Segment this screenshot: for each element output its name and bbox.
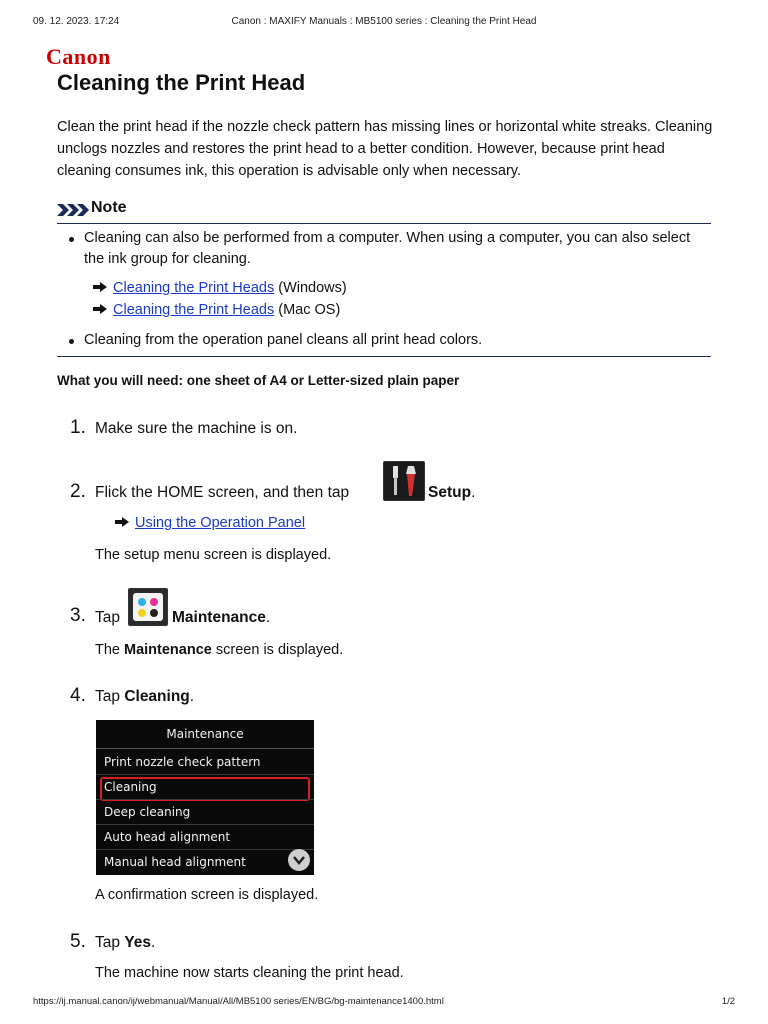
tools-icon <box>384 462 424 500</box>
bullet-icon <box>69 339 74 344</box>
requirements-text: What you will need: one sheet of A4 or Letter-sized plain paper <box>57 373 460 388</box>
step-3-result-post: screen is displayed. <box>211 642 344 658</box>
menu-item-cleaning[interactable]: Cleaning <box>104 780 157 794</box>
step-4-number: 4. <box>70 685 86 706</box>
step-2-link-row <box>115 515 305 531</box>
note-body <box>57 226 711 357</box>
maintenance-screen <box>96 720 314 875</box>
step-2-result: The setup menu screen is displayed. <box>95 547 332 563</box>
step-5-text-pre: Tap <box>95 934 125 951</box>
step-4-text-pre: Tap <box>95 688 125 705</box>
print-footer <box>33 996 735 1010</box>
print-date: 09. 12. 2023. 17:24 <box>33 16 120 27</box>
cleaning-label: Cleaning <box>124 688 190 705</box>
menu-item-deep-cleaning[interactable]: Deep cleaning <box>104 805 191 819</box>
maintenance-label: Maintenance <box>172 609 266 626</box>
note-link-row-windows <box>93 278 347 299</box>
menu-item-print-nozzle-check[interactable]: Print nozzle check pattern <box>104 755 261 769</box>
note-title: Note <box>91 199 127 216</box>
link-using-operation-panel[interactable]: Using the Operation Panel <box>135 515 306 531</box>
menu-item-manual-head-alignment[interactable]: Manual head alignment <box>104 855 246 869</box>
step-2-period: . <box>471 484 476 501</box>
setup-icon <box>383 461 425 501</box>
link-cleaning-print-heads-windows[interactable]: Cleaning the Print Heads <box>113 280 275 296</box>
step-2-text-pre: Flick the HOME screen, and then tap <box>95 484 350 501</box>
setup-label: Setup <box>428 484 472 501</box>
maintenance-icon <box>128 588 168 626</box>
step-5-result: The machine now starts cleaning the print head. <box>95 965 404 981</box>
page-number: 1/2 <box>721 996 735 1007</box>
arrow-right-icon <box>115 517 129 527</box>
link-suffix-mac: (Mac OS) <box>274 302 341 318</box>
print-header <box>33 16 735 30</box>
note-chevrons-icon <box>57 204 89 216</box>
step-2-bold <box>428 484 475 502</box>
ink-drops-icon <box>129 589 167 625</box>
step-4-result: A confirmation screen is displayed. <box>95 887 319 903</box>
step-2-text <box>95 484 349 502</box>
note-bullet-panel: Cleaning from the operation panel cleans all print head colors. <box>84 332 483 348</box>
page-title: Cleaning the Print Head <box>57 70 306 95</box>
step-3-number: 3. <box>70 605 86 626</box>
step-5-period: . <box>151 934 156 951</box>
step-1-text: Make sure the machine is on. <box>95 420 298 437</box>
chevron-down-icon <box>288 849 310 871</box>
step-3-result <box>95 642 343 658</box>
step-2-number: 2. <box>70 481 86 502</box>
step-3-result-pre: The <box>95 642 125 658</box>
yes-label: Yes <box>124 934 152 951</box>
link-suffix-windows: (Windows) <box>274 280 347 296</box>
screen-title: Maintenance <box>96 720 314 749</box>
arrow-right-icon <box>93 304 107 314</box>
bullet-icon <box>69 237 74 242</box>
scroll-down-button[interactable] <box>288 849 310 871</box>
step-3-period: . <box>265 609 271 626</box>
note-link-row-mac <box>93 300 340 321</box>
step-4-text <box>95 688 194 706</box>
intro-paragraph: Clean the print head if the nozzle check pattern has missing lines or horizontal white streaks. Cleaning unclogs nozzles and restores the print head to a better condition. However, because print head cleaning consumes ink, this operation is advisable only when necessary. <box>57 119 713 179</box>
note-bullet-computer: Cleaning can also be performed from a computer. When using a computer, you can also select the ink group for cleaning. <box>84 230 691 267</box>
step-5-text <box>95 934 155 952</box>
step-3-bold <box>172 609 270 627</box>
step-3-text-pre: Tap <box>95 609 120 626</box>
step-5-number: 5. <box>70 931 86 952</box>
step-3-result-bold: Maintenance <box>124 642 212 658</box>
arrow-right-icon <box>93 282 107 292</box>
canon-logo: Canon <box>46 44 111 69</box>
step-1-number: 1. <box>70 417 86 438</box>
note-header <box>57 198 711 224</box>
print-page-title: Canon : MAXIFY Manuals : MB5100 series : Cleaning the Print Head <box>231 16 537 27</box>
step-4-period: . <box>189 688 195 705</box>
menu-item-auto-head-alignment[interactable]: Auto head alignment <box>104 830 231 844</box>
link-cleaning-print-heads-mac[interactable]: Cleaning the Print Heads <box>113 302 275 318</box>
print-url: https://ij.manual.canon/ij/webmanual/Manual/All/MB5100 series/EN/BG/bg-maintenance1400.html <box>33 996 444 1007</box>
